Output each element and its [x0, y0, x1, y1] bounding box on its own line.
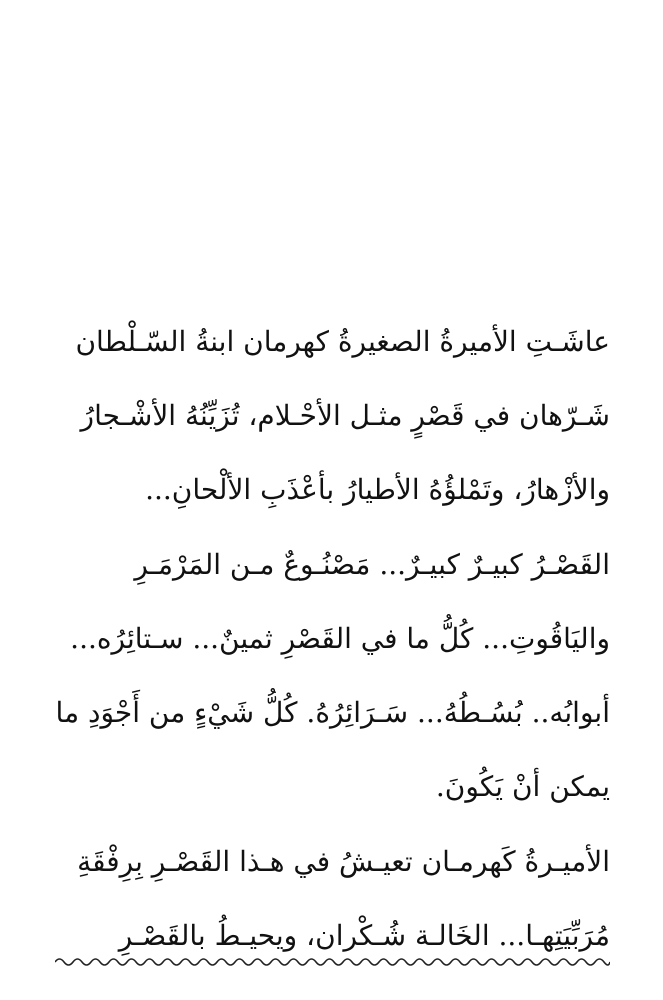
- paragraph-line: واليَاقُوتِ... كُلُّ ما في القَصْرِ ثمينٌ... سـتائِرُه...: [70, 622, 610, 655]
- paragraph-1: [40, 305, 610, 527]
- paragraph-line: الأميـرةُ كَهرمـان تعيـشُ في هـذا القَصْـرِ بِرِفْقَةِ: [77, 845, 610, 878]
- paragraph-line: شَـرّهان في قَصْرٍ مثـل الأحْـلام، تُزَيِّنُهُ الأشْـجارُ: [80, 399, 610, 432]
- paragraph-3: [40, 825, 610, 973]
- paragraph-line: أبوابُه.. بُسُـطُهُ... سَـرَائِرُهُ. كُلُّ شَيْءٍ من أَجْوَدِ ما: [55, 696, 610, 729]
- paragraph-2: [40, 528, 610, 824]
- paragraph-line: مُرَبِّيَتِهـا... الخَالـة شُـكْران، ويحيـطُ بالقَصْـرِ: [118, 919, 610, 952]
- paragraph-line: يمكن أنْ يَكُونَ.: [435, 770, 610, 803]
- wavy-divider: [55, 957, 610, 967]
- paragraph-line: القَصْـرُ كبيـرٌ كبيـرٌ... مَصْنُـوعٌ مـن المَرْمَـرِ: [134, 548, 610, 581]
- paragraph-line: عاشَـتِ الأميرةُ الصغيرةُ كهرمان ابنةُ السّـلْطان: [75, 325, 610, 358]
- paragraph-line: والأزْهارُ، وتَمْلؤُهُ الأطيارُ بأعْذَبِ الألْحانِ...: [145, 473, 610, 506]
